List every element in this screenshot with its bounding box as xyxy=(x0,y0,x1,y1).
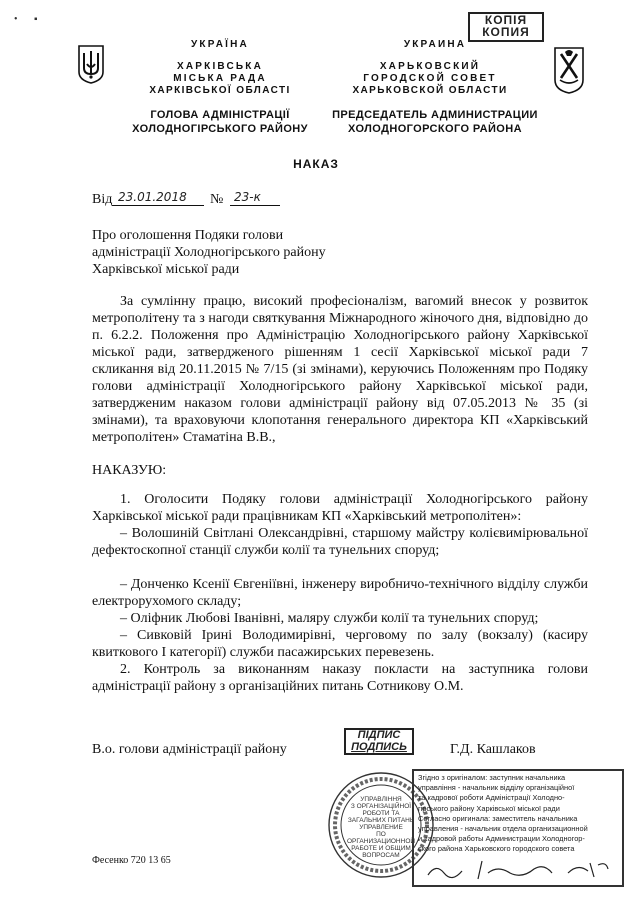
preamble-paragraph: За сумлінну працю, високий професіоналізм, вагомий внесок у розвиток метрополітену та з нагоди святкування Міжнародного жіночого дня, відповідно до п. 6.2.2. Положення про Адміністрацію Холодногірського району Харківської міської ради, затвердженого рішенням 1 сесії Харківської міської ради 7 скликання від 20.11.2015 № 7/15 (зі змінами), керуючись Положенням про Подяку голови адміністрації Холодногірського району Харківської міської ради, затвердженим наказом голови адміністрації району від 07.05.2013 № 35 (зі змінами), та враховуючи клопотання генерального директора КП «Харківський метрополітен» Стаматіна В.В., xyxy=(92,294,588,445)
scan-mark: ▪ xyxy=(34,14,38,25)
certification-line: управління - начальник відділу організаційної xyxy=(418,783,575,793)
subject-line-2: адміністрації Холодногірського району xyxy=(92,245,326,260)
certification-line: та кадрової роботи Адміністрації Холодно- xyxy=(418,793,565,803)
seal-line: ВОПРОСАМ xyxy=(362,852,400,859)
date-label: Від xyxy=(92,192,113,207)
header-right-council-1: ХАРЬКОВСКИЙ xyxy=(379,61,481,72)
award-person-1: – Волошиній Світлані Олександрівні, старшому майстру колієвимірювальної дефектоскопної станції служби колії та тунельних споруд; xyxy=(92,526,588,558)
document-title: НАКАЗ xyxy=(293,157,339,171)
executor-line: Фесенко 720 13 65 xyxy=(92,855,171,866)
header-left-country: УКРАЇНА xyxy=(191,39,249,50)
header-left-council-1: ХАРКІВСЬКА xyxy=(176,61,264,72)
seal-line: ЗАГАЛЬНИХ ПИТАНЬ xyxy=(347,817,415,824)
award-person-3: – Оліфник Любові Іванівні, маляру служби колії та тунельних споруд; xyxy=(120,611,539,626)
copy-stamp-line-1: КОПІЯ xyxy=(484,13,528,27)
award-person-4: – Сивковій Ірині Володимирівні, черговому по залу (вокзалу) (касиру квиткового І категорії) служби пасажирських перевезень. xyxy=(92,628,588,660)
signatory-position: В.о. голови адміністрації району xyxy=(92,742,287,757)
header-left-admin-2: ХОЛОДНОГІРСЬКОГО РАЙОНУ xyxy=(132,123,308,135)
subject-line-1: Про оголошення Подяки голови xyxy=(92,228,284,243)
seal-line: ПО ОРГАНИЗАЦИОННОЙ xyxy=(346,831,416,845)
order-word: НАКАЗУЮ: xyxy=(92,463,167,478)
subject-line-3: Харківської міської ради xyxy=(92,262,240,277)
certification-signature-icon xyxy=(418,857,618,883)
trident-emblem-icon xyxy=(78,44,104,84)
seal-line: РАБОТЕ И ОБЩИМ xyxy=(351,845,411,852)
signatory-name: Г.Д. Кашлаков xyxy=(450,742,536,757)
seal-line: УПРАВЛІННЯ xyxy=(360,796,402,803)
signature-stamp xyxy=(344,728,414,755)
seal-line: УПРАВЛЕНИЕ xyxy=(359,824,403,831)
number-label: № xyxy=(210,192,224,207)
seal-inner-text xyxy=(344,796,418,859)
award-person-2: – Донченко Ксенії Євгеніївні, інженеру виробничо-технічного відділу служби електрорухомого складу; xyxy=(92,577,588,609)
signature-stamp-line-2: ПОДПИСЬ xyxy=(351,741,407,753)
number-underline xyxy=(230,205,280,206)
certification-line: гірського району Харківської міської ради xyxy=(418,803,560,813)
certification-line: управления - начальник отдела организационной xyxy=(418,824,588,834)
header-left-admin-1: ГОЛОВА АДМІНІСТРАЦІЇ xyxy=(150,109,290,121)
number-value: 23-к xyxy=(234,190,261,204)
seal-line: З ОРГАНІЗАЦІЙНОЇ xyxy=(350,803,412,810)
order-item-2: 2. Контроль за виконанням наказу покласти на заступника голови адміністрації району з організаційних питань Сотникову О.М. xyxy=(92,662,588,694)
kharkiv-coat-of-arms-icon xyxy=(553,46,585,94)
date-underline xyxy=(112,205,204,206)
header-left-council-3: ХАРКІВСЬКОЇ ОБЛАСТІ xyxy=(149,85,291,96)
certification-line: ского района Харьковского городского совета xyxy=(418,844,575,854)
header-right-council-3: ХАРЬКОВСКОЙ ОБЛАСТИ xyxy=(352,85,508,96)
certification-line: и кадровой работы Администрации Холодногор- xyxy=(418,834,585,844)
certification-line: Згідно з оригіналом: заступник начальника xyxy=(418,773,566,782)
copy-stamp-line-2: КОПИЯ xyxy=(482,25,530,39)
certification-line: Согласно оригинала: заместитель начальника xyxy=(418,813,578,823)
certification-stamp xyxy=(412,769,624,887)
scan-mark: • xyxy=(14,14,18,25)
date-value: 23.01.2018 xyxy=(118,190,187,204)
header-right-admin-2: ХОЛОДНОГОРСКОГО РАЙОНА xyxy=(348,123,522,135)
copy-stamp xyxy=(468,12,544,42)
header-left-council-2: МІСЬКА РАДА xyxy=(173,73,267,84)
header-right-admin-1: ПРЕДСЕДАТЕЛЬ АДМИНИСТРАЦИИ xyxy=(332,109,538,121)
header-right-country: УКРАИНА xyxy=(403,39,467,50)
order-item-1: 1. Оголосити Подяку голови адміністрації Холодногірського району Харківської міської ради працівникам КП «Харківський метрополітен»: xyxy=(92,492,588,524)
signature-stamp-line-1: ПІДПИС xyxy=(357,729,401,741)
seal-line: РОБОТИ ТА xyxy=(362,810,400,817)
header-right-council-2: ГОРОДСКОЙ СОВЕТ xyxy=(363,73,497,84)
